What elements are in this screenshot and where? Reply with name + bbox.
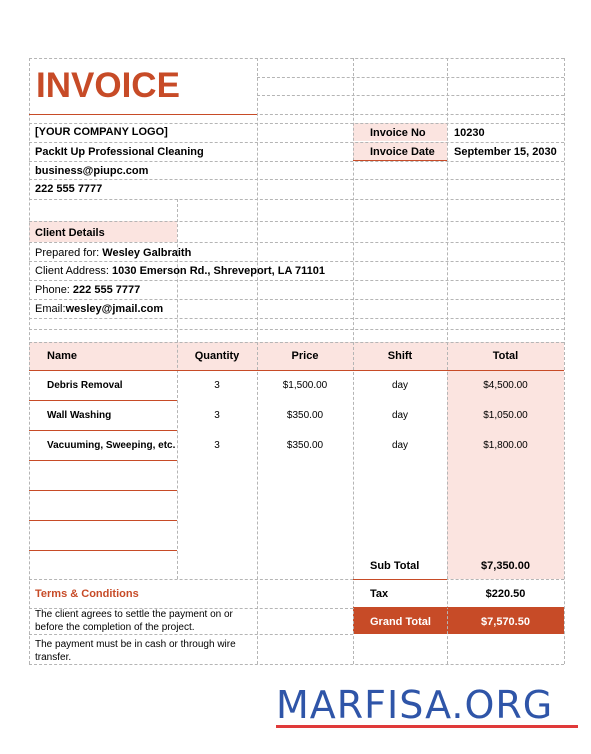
grid-line xyxy=(29,161,564,162)
column-header-name: Name xyxy=(47,350,77,362)
company-logo-placeholder: [YOUR COMPANY LOGO] xyxy=(35,126,168,138)
client-address xyxy=(35,264,325,278)
watermark-logo xyxy=(276,683,582,728)
row-name: Debris Removal xyxy=(47,380,123,391)
client-phone-value: 222 555 7777 xyxy=(72,284,141,296)
row-total: $4,500.00 xyxy=(483,380,528,391)
client-details-heading: Client Details xyxy=(35,227,105,239)
tax-value: $220.50 xyxy=(485,588,526,600)
row-quantity: 3 xyxy=(214,440,220,451)
company-phone: 222 555 7777 xyxy=(35,183,103,195)
grid-line xyxy=(29,179,564,180)
invoice-sheet xyxy=(29,58,564,664)
row-total: $1,800.00 xyxy=(483,440,528,451)
row-price: $350.00 xyxy=(286,440,324,451)
client-phone-label: Phone: xyxy=(35,284,73,296)
total-column-fill xyxy=(447,370,564,579)
terms-line: transfer. xyxy=(35,652,72,663)
grid-line xyxy=(29,342,564,343)
title-underline xyxy=(29,114,257,115)
grid-line xyxy=(29,199,564,200)
client-address-value: 1030 Emerson Rd., Shreveport, LA 71101 xyxy=(112,265,326,277)
prepared-for-value: Wesley Galbraith xyxy=(102,247,192,259)
grid-line xyxy=(29,242,564,243)
row-shift: day xyxy=(391,410,409,421)
grid-line xyxy=(29,123,564,124)
subtotal-value: $7,350.00 xyxy=(481,560,530,572)
grid-line xyxy=(29,329,564,330)
prepared-for xyxy=(35,246,191,260)
row-total: $1,050.00 xyxy=(483,410,528,421)
row-underline xyxy=(29,400,177,401)
client-phone xyxy=(35,283,140,297)
subtotal-underline xyxy=(353,579,447,580)
row-name: Vacuuming, Sweeping, etc. xyxy=(47,440,176,451)
grid-line xyxy=(29,318,564,319)
terms-line: The client agrees to settle the payment on or xyxy=(35,609,233,620)
subtotal-label: Sub Total xyxy=(370,560,420,572)
prepared-for-label: Prepared for: xyxy=(35,247,103,259)
row-underline xyxy=(29,430,177,431)
grand-total-value: $7,570.50 xyxy=(481,616,530,628)
row-underline xyxy=(29,550,177,551)
client-address-label: Client Address: xyxy=(35,265,113,277)
grid-line xyxy=(564,58,565,664)
client-email-label: Email: xyxy=(35,303,66,315)
grid-line xyxy=(29,634,353,635)
row-shift: day xyxy=(391,440,409,451)
terms-line: The payment must be in cash or through wire xyxy=(35,639,236,650)
client-email-value: wesley@jmail.com xyxy=(65,303,164,315)
grid-line xyxy=(29,221,564,222)
terms-heading: Terms & Conditions xyxy=(35,588,139,600)
invoice-date-underline xyxy=(353,160,447,161)
invoice-date-label: Invoice Date xyxy=(370,146,435,158)
row-shift: day xyxy=(391,380,409,391)
row-underline xyxy=(29,460,177,461)
grid-line xyxy=(29,579,564,580)
client-email xyxy=(35,302,163,316)
column-header-total: Total xyxy=(492,350,519,362)
row-price: $1,500.00 xyxy=(282,380,328,391)
grid-line xyxy=(257,77,564,78)
grid-line xyxy=(29,261,564,262)
grid-line xyxy=(29,142,564,143)
tax-label: Tax xyxy=(370,588,389,600)
grid-line xyxy=(257,95,564,96)
invoice-date-value: September 15, 2030 xyxy=(454,146,557,158)
company-name: PackIt Up Professional Cleaning xyxy=(35,146,204,158)
watermark-text: MARFISA.ORG xyxy=(276,683,554,727)
invoice-no-label: Invoice No xyxy=(370,127,426,139)
grid-line xyxy=(29,58,564,59)
header-underline xyxy=(29,370,564,371)
column-header-quantity: Quantity xyxy=(194,350,240,362)
grid-line xyxy=(29,299,564,300)
row-quantity: 3 xyxy=(214,380,220,391)
invoice-no-value: 10230 xyxy=(454,127,485,139)
terms-line: before the completion of the project. xyxy=(35,622,195,633)
column-header-price: Price xyxy=(291,350,319,362)
company-email: business@piupc.com xyxy=(35,165,149,177)
invoice-title: INVOICE xyxy=(36,66,180,105)
grand-total-label: Grand Total xyxy=(370,616,431,628)
column-header-shift: Shift xyxy=(387,350,413,362)
grid-line xyxy=(29,664,564,665)
row-name: Wall Washing xyxy=(47,410,112,421)
row-underline xyxy=(29,490,177,491)
tax-underline xyxy=(353,607,564,608)
grid-line xyxy=(29,280,564,281)
row-price: $350.00 xyxy=(286,410,324,421)
row-underline xyxy=(29,520,177,521)
row-quantity: 3 xyxy=(214,410,220,421)
